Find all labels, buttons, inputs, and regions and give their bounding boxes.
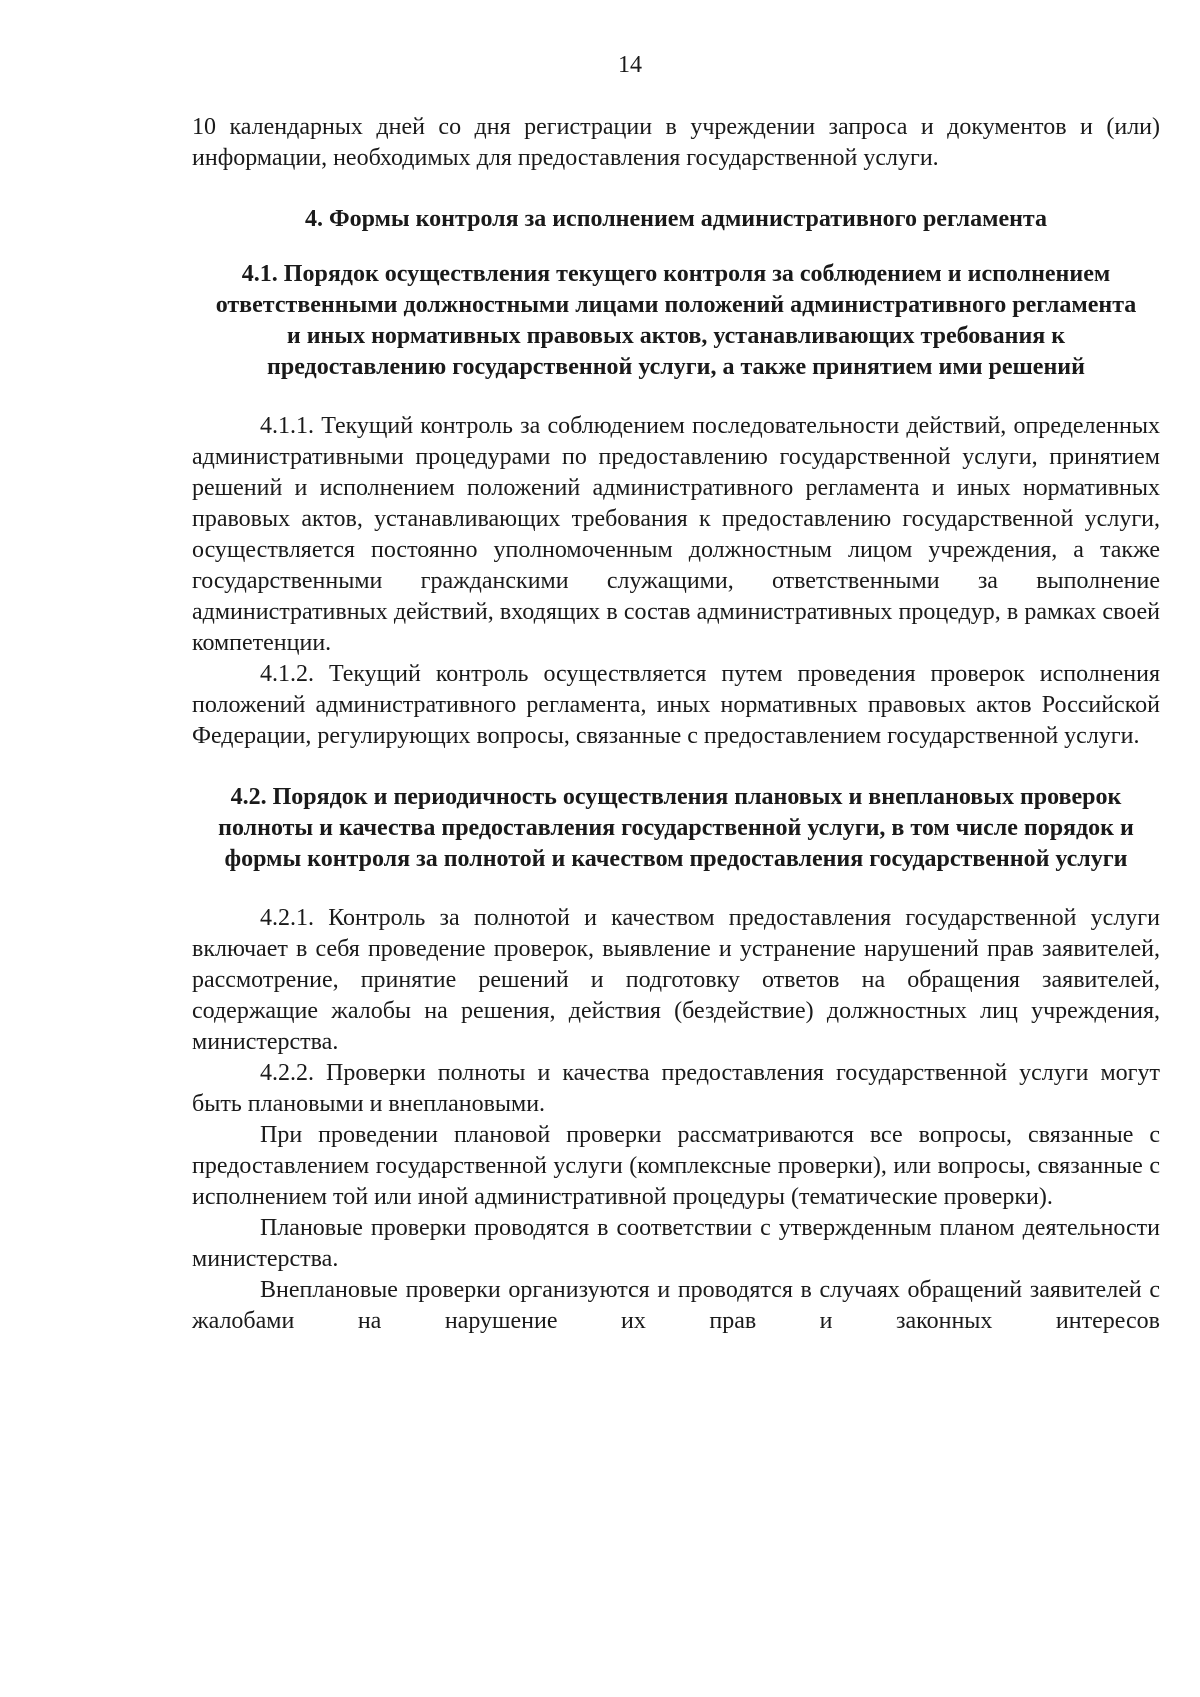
page-number: 14 (618, 52, 642, 78)
paragraph-unplanned-checks: Внеплановые проверки организуются и проводятся в случаях обращений заявителей с жалобами на нарушение их прав и законных интересов (192, 1277, 1160, 1334)
paragraph-4-2-1: 4.2.1. Контроль за полнотой и качеством предоставления государственной услуги включает в себя проведение проверок, выявление и устранение нарушений прав заявителей, рассмотрение, принятие решений и подготовку ответов на обращения заявителей, содержащие жалобы на решения, действия (бездействие) должностных лиц учреждения, министерства. (192, 905, 1160, 1055)
paragraph-4-1-1: 4.1.1. Текущий контроль за соблюдением последовательности действий, определенных административными процедурами по предоставлению государственной услуги, принятием решений и исполнением положений административного регламента и иных нормативных правовых актов, устанавливающих требования к предоставлению государственной услуги, осуществляется постоянно уполномоченным должностным лицом учреждения, а также государственными гражданскими служащими, ответственными за выполнение административных действий, входящих в состав административных процедур, в рамках своей компетенции. (192, 413, 1160, 656)
paragraph-4-1-2: 4.1.2. Текущий контроль осуществляется путем проведения проверок исполнения положений административного регламента, иных нормативных правовых актов Российской Федерации, регулирующих вопросы, связанные с предоставлением государственной услуги. (192, 661, 1160, 749)
paragraph-planned-checks-schedule: Плановые проверки проводятся в соответствии с утвержденным планом деятельности министерства. (192, 1215, 1160, 1272)
section-4-1-heading: 4.1. Порядок осуществления текущего контроля за соблюдением и исполнением ответственными должностными лицами положений административного регламента и иных нормативных правовых актов, устанавливающих требования к предоставлению государственной услуги, а также принятием ими решений (215, 261, 1137, 380)
paragraph-4-2-2: 4.2.2. Проверки полноты и качества предоставления государственной услуги могут быть плановыми и внеплановыми. (192, 1060, 1160, 1117)
continuation-paragraph: 10 календарных дней со дня регистрации в учреждении запроса и документов и (или) информации, необходимых для предоставления государственной услуги. (192, 114, 1160, 171)
paragraph-planned-checks-scope: При проведении плановой проверки рассматриваются все вопросы, связанные с предоставлением государственной услуги (комплексные проверки), или вопросы, связанные с исполнением той или иной административной процедуры (тематические проверки). (192, 1122, 1160, 1210)
section-4-2-heading: 4.2. Порядок и периодичность осуществления плановых и внеплановых проверок полноты и качества предоставления государственной услуги, в том числе порядок и формы контроля за полнотой и качеством предоставления государственной услуги (218, 784, 1134, 872)
document-body (192, 112, 1160, 1337)
section-4-heading: 4. Формы контроля за исполнением административного регламента (304, 206, 1048, 232)
